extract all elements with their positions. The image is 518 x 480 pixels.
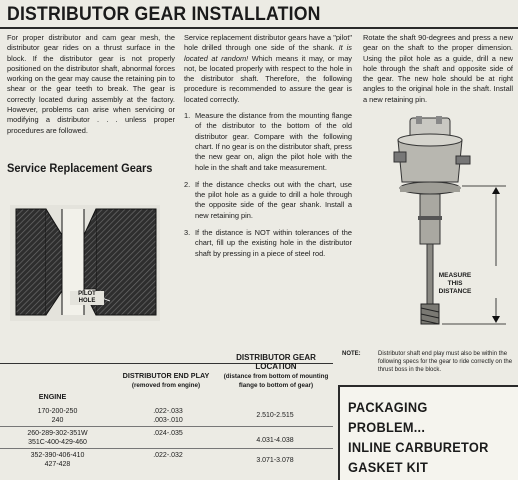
measure-distance-label: MEASURE THIS DISTANCE — [438, 272, 472, 295]
row-divider — [0, 426, 333, 427]
engine-column-header: ENGINE — [38, 392, 67, 401]
gear-location-header-title: DISTRIBUTOR GEAR LOCATION — [236, 353, 316, 371]
end-play-column-header — [118, 372, 214, 391]
end-play-header-sub: (removed from engine) — [131, 381, 201, 389]
gear-location-cell: 4.031-4.038 — [256, 437, 294, 444]
procedure-steps — [184, 111, 352, 259]
title-divider — [0, 27, 518, 29]
step-number: 2. — [184, 179, 191, 189]
right-paragraph: Rotate the shaft 90-degrees and press a new gear on the shaft to the proper dimension. Using the pilot hole as a guide, drill a new hole through the shaft and opposite side of the gear. The new hole should be at right angles to the original hole in the shaft. Install a new retaining pin. — [363, 33, 513, 104]
pilot-hole-label: PILOT HOLE — [70, 291, 104, 305]
page-title: DISTRIBUTOR GEAR INSTALLATION — [7, 4, 321, 25]
procedure-column — [184, 33, 352, 266]
gear-cross-section-figure — [10, 205, 160, 326]
intro-column — [7, 33, 175, 136]
step-item — [184, 228, 352, 259]
step-number: 3. — [184, 228, 191, 238]
packaging-problem-box — [338, 385, 518, 480]
step-item — [184, 111, 352, 173]
note-text: Distributor shaft end play must also be within the following specs for the gear to ride correctly on the thrust boss in the block. — [378, 351, 513, 373]
gear-location-header-sub: (distance from bottom of mounting flange to bottom of gear) — [223, 372, 329, 390]
distributor-figure — [388, 116, 514, 343]
procedure-intro-lead: Service replacement distributor gears have a "pilot" hole drilled through one side of the shank. — [184, 33, 352, 53]
packaging-box-title: PACKAGING PROBLEM... INLINE CARBURETOR GASKET KIT — [348, 400, 489, 476]
step-text: If the distance is NOT within tolerances of the chart, fill up the existing hole in the distributor shaft by pressing in a piece of steel rod. — [195, 228, 352, 258]
step-text: If the distance checks out with the chart, use the pilot hole as a guide to drill a hole through the opposite side of the gear shank. Install a new retaining pin. — [195, 179, 352, 220]
intro-paragraph: For proper distributor and cam gear mesh, the distributor gear rides on a thrust surface in the block. If the distributor gear is not properly positioned on the distributor shaft, abnormal forces working on the gear may cause the retaining pin to shear or the gear teeth to break. The gear is correctly located during assembly at the factory. However, problems can arise when servicing or modifying a distributor . . . unless proper procedures are followed. — [7, 33, 175, 135]
engine-cell: 352-390-406-410 427-428 — [30, 452, 85, 468]
step-text: Measure the distance from the mounting flange of the distributor to the bottom of the old distributor gear. Compare with the following chart. If no gear is on the distributor shaft, press the new gear on, align the pilot hole with the hole in the shaft and take measurement. — [195, 111, 352, 172]
service-heading: Service Replacement Gears — [7, 161, 153, 175]
gear-location-cell: 2.510-2.515 — [256, 412, 294, 419]
table-row — [0, 451, 333, 471]
engine-cell: 260-289-302-351W 351C-400-429-460 — [27, 430, 88, 446]
row-divider — [0, 448, 333, 449]
right-column — [363, 33, 513, 105]
engine-cell: 170-200-250 240 — [37, 408, 78, 424]
step-item — [184, 180, 352, 221]
note-label: NOTE: — [342, 351, 361, 357]
step-number: 1. — [184, 111, 191, 121]
gear-location-cell: 3.071-3.078 — [256, 457, 294, 464]
procedure-intro-italic: It is located at random! — [184, 43, 353, 63]
gear-location-column-header — [222, 354, 330, 391]
distributor-icon — [388, 116, 514, 338]
end-play-cell: .024-.035 — [153, 430, 183, 437]
end-play-note — [342, 350, 514, 374]
procedure-intro — [184, 33, 352, 105]
end-play-cell: .022-.032 — [153, 452, 183, 459]
table-row — [0, 429, 333, 449]
end-play-header-title: DISTRIBUTOR END PLAY — [122, 371, 210, 380]
end-play-cell: .022-.033 .003-.010 — [153, 408, 183, 424]
table-row — [0, 407, 333, 427]
procedure-intro-rest: Which means it may, or may not, be located properly with respect to the hole in the distributor shaft. Therefore, the following procedure is recommended to assure the gear is located correctly. — [184, 53, 352, 104]
